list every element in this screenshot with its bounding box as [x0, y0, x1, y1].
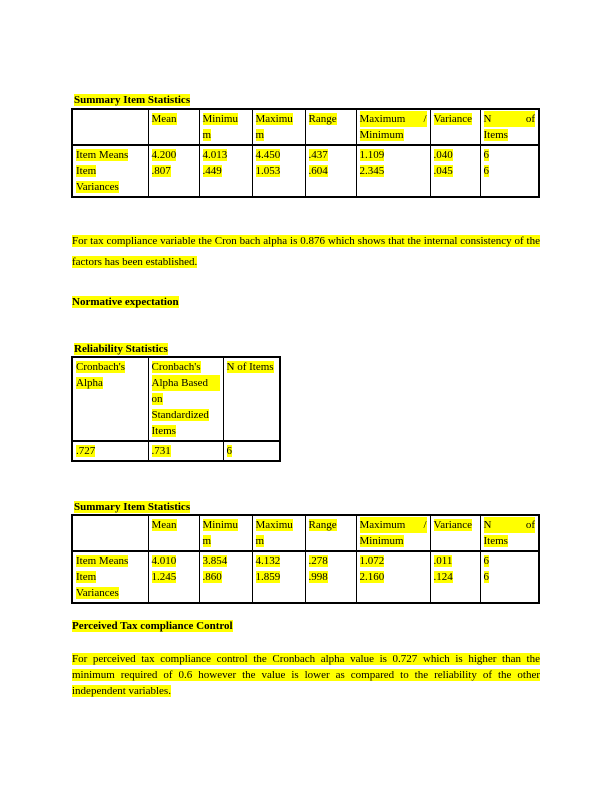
paragraph-line: independent variables. [72, 685, 171, 697]
header-n-of-items: N of Items [223, 357, 280, 441]
paragraph-tax-compliance: For tax compliance variable the Cron bach alpha is 0.876 which shows that the internal consistency of the factors has been established. [72, 235, 540, 268]
header-empty [72, 515, 148, 551]
table-header-row [72, 357, 280, 441]
header-max-min-line1: Maximum / [359, 519, 427, 531]
minimum-values: 3.854 .860 [199, 551, 252, 603]
header-variance: Variance [430, 515, 480, 551]
reliability-table [71, 356, 281, 462]
header-minimum: Minimu m [199, 109, 252, 145]
variance-values: .011 .124 [430, 551, 480, 603]
maximum-values: 4.132 1.859 [252, 551, 305, 603]
header-n-items-line1: N of [483, 519, 535, 531]
paragraph-perceived-tax-compliance [72, 651, 540, 699]
header-mean: Mean [148, 109, 199, 145]
header-variance: Variance [430, 109, 480, 145]
table-row [72, 145, 539, 197]
paragraph-line: minimum required of 0.6 however the value is lower as compared to the reliability of the other [72, 669, 540, 681]
summary-table-1 [71, 108, 540, 198]
header-cronbach-alpha-standardized: Cronbach's Alpha Based on Standardized Items [148, 357, 223, 441]
minimum-values: 4.013 .449 [199, 145, 252, 197]
table-row [72, 441, 280, 461]
maximum-values: 4.450 1.053 [252, 145, 305, 197]
summary-table-2 [71, 514, 540, 604]
row-labels: Item Means Item Variances [72, 551, 148, 603]
max-min-values: 1.072 2.160 [356, 551, 430, 603]
header-max-min-line1: Maximum / [359, 113, 427, 125]
header-maximum: Maximu m [252, 109, 305, 145]
header-n-items: N of Items [480, 109, 539, 145]
header-empty [72, 109, 148, 145]
max-min-values: 1.109 2.345 [356, 145, 430, 197]
summary-table-1-title: Summary Item Statistics [74, 94, 191, 106]
heading-perceived-tax-compliance-control: Perceived Tax compliance Control [72, 620, 233, 632]
header-minimum: Minimu m [199, 515, 252, 551]
range-values: .278 .998 [305, 551, 356, 603]
header-range: Range [305, 515, 356, 551]
row-labels: Item Means Item Variances [72, 145, 148, 197]
header-alpha-based-line: Alpha Based [152, 375, 220, 391]
table-header-row [72, 515, 539, 551]
paragraph-line: For perceived tax compliance control the Cronbach alpha value is 0.727 which is higher than the [72, 653, 540, 665]
reliability-table-title: Reliability Statistics [74, 343, 168, 355]
mean-values: 4.010 1.245 [148, 551, 199, 603]
header-maximum: Maximu m [252, 515, 305, 551]
alpha-standardized-value: .731 [148, 441, 223, 461]
table-row [72, 551, 539, 603]
mean-values: 4.200 .807 [148, 145, 199, 197]
header-range: Range [305, 109, 356, 145]
header-cronbach-alpha: Cronbach's Alpha [72, 357, 148, 441]
summary-table-2-title: Summary Item Statistics [74, 501, 191, 513]
n-items-values: 6 6 [480, 145, 539, 197]
range-values: .437 .604 [305, 145, 356, 197]
header-n-items-line1: N of [483, 113, 535, 125]
table-header-row [72, 109, 539, 145]
heading-normative-expectation: Normative expectation [72, 296, 179, 308]
n-items-value: 6 [223, 441, 280, 461]
header-mean: Mean [148, 515, 199, 551]
header-max-min: Maximum / Minimum [356, 109, 430, 145]
header-n-items: N of Items [480, 515, 539, 551]
header-max-min: Maximum / Minimum [356, 515, 430, 551]
alpha-value: .727 [72, 441, 148, 461]
n-items-values: 6 6 [480, 551, 539, 603]
variance-values: .040 .045 [430, 145, 480, 197]
